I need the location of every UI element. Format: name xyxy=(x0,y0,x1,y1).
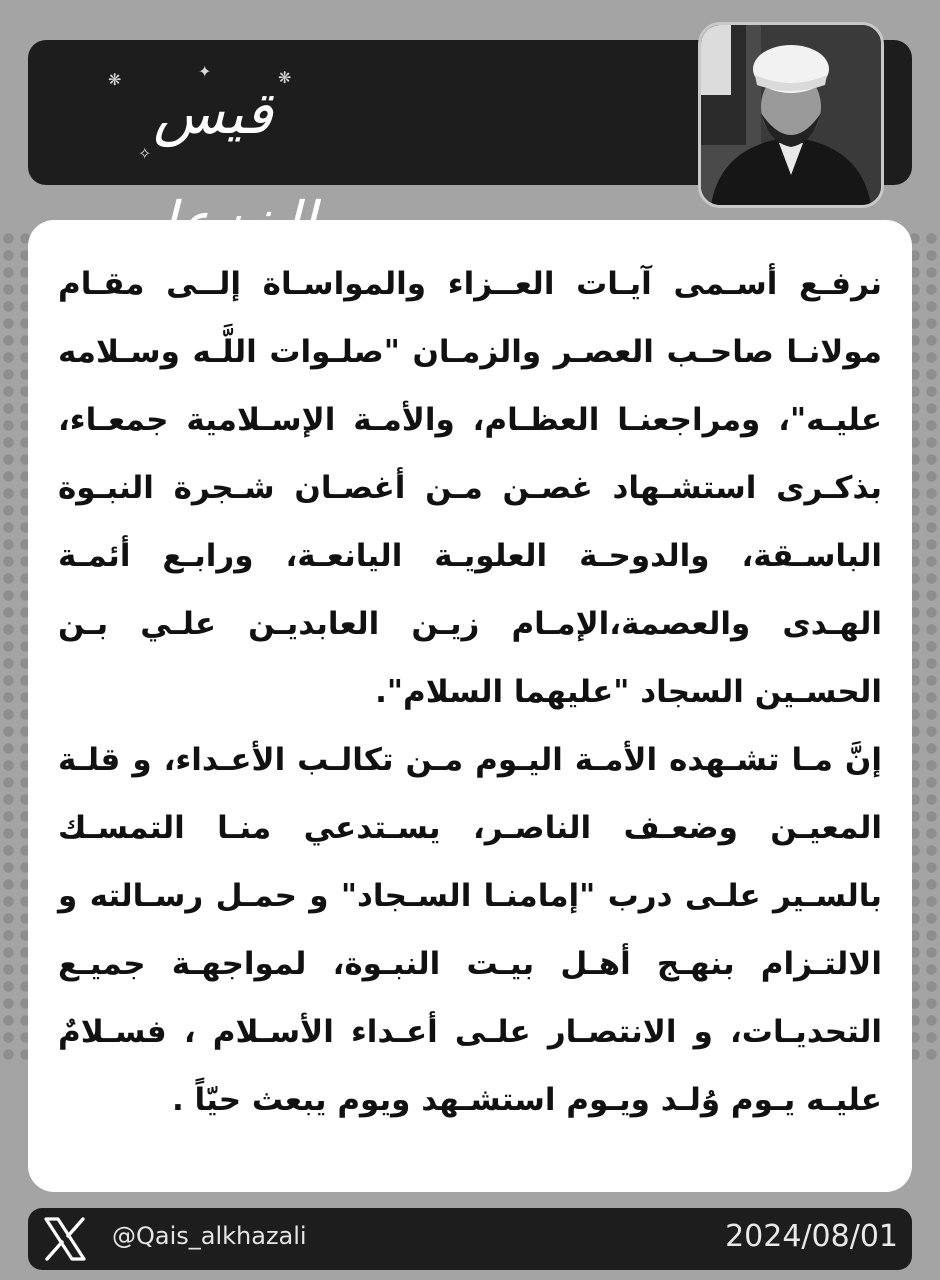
x-logo-icon[interactable] xyxy=(42,1216,88,1262)
statement-card xyxy=(28,220,912,1192)
name-calligraphy-logo: ❋ ✦ ❋ ✧ قيس xyxy=(78,58,348,168)
statement-text: نرفـع أسـمى آيـات العــزاء والمواسـاة إلــى مقـام مولانـا صاحـب العصـر والزمـان "صلـوات اللَّـه وسـلامه عليـه"، ومراجعنـا العظـام، والأمـة الإسـلامية جمعـاء، بذكـرى استشـهاد غصـن مـن أغصـان شـجرة النبـوة الباسـقة، والدوحـة العلويـة اليانعـة، ورابـع أئمـة الهـدى والعصمة،الإمـام زيـن العابديـن علـي بـن الحسـين السجاد "عليهما السلام". إنَّ مـا تشـهده الأمـة اليـوم مـن تكالـب الأعـداء، و قلـة المعيـن وضعـف الناصـر، يسـتدعي منـا التمسـك بالسـير علـى درب "إمامنـا السـجاد" و حمـل رسـالته و الالتـزام بنهـج أهـل بيـت النبـوة، لمواجهـة جميـع التحديـات، و الانتصـار علـى أعـداء الأسـلام ، فسـلامٌ عليـه يـوم وُلـد ويـوم استشـهد ويوم يبعث حيّاً . xyxy=(58,266,882,1118)
footer-bar xyxy=(28,1208,912,1270)
account-handle[interactable]: @Qais_alkhazali xyxy=(112,1222,307,1250)
name-calligraphy-text: قيس xyxy=(153,79,273,147)
profile-photo xyxy=(701,25,881,205)
avatar xyxy=(698,22,884,208)
post-date: 2024/08/01 xyxy=(725,1219,898,1254)
